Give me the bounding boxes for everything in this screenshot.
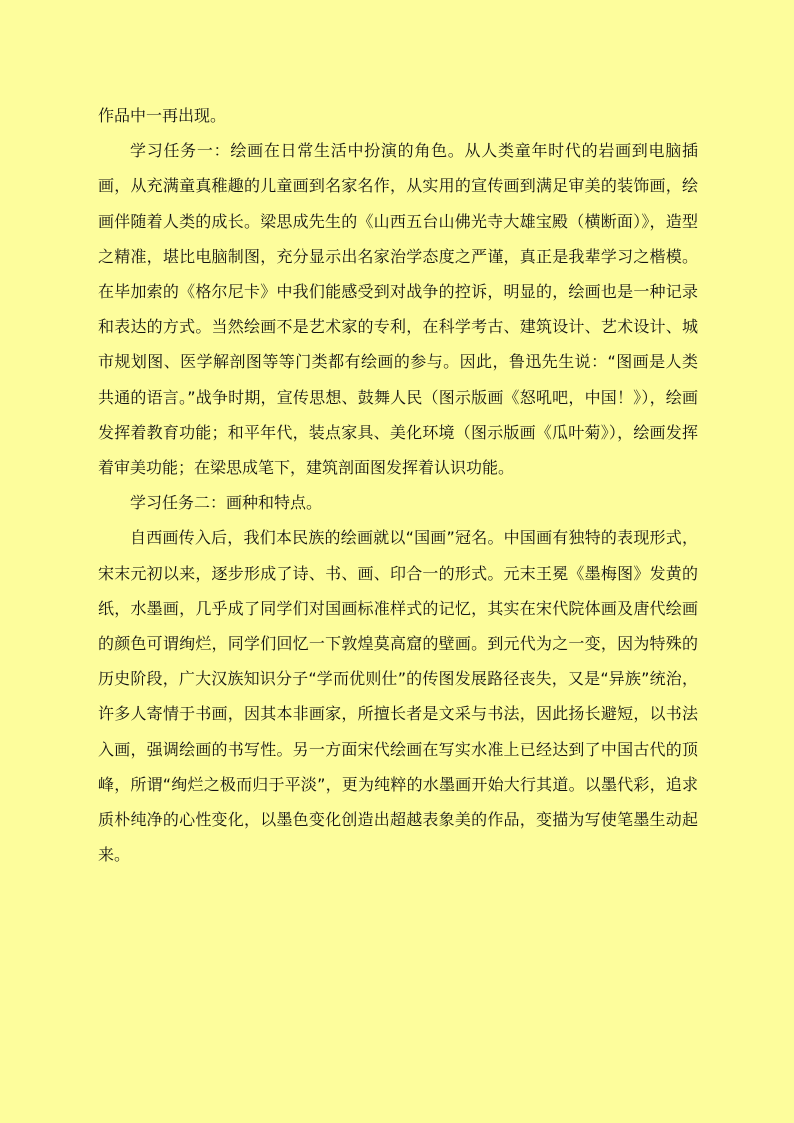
document-page <box>98 98 698 872</box>
paragraph-chinese-painting: 自西画传入后，我们本民族的绘画就以“国画”冠名。中国画有独特的表现形式，宋末元初以来，逐步形成了诗、书、画、印合一的形式。元末王冕《墨梅图》发黄的纸，水墨画，几乎成了同学们对国画标准样式的记忆，其实在宋代院体画及唐代绘画的颜色可谓绚烂，同学们回忆一下敦煌莫高窟的壁画。到元代为之一变，因为特殊的历史阶段，广大汉族知识分子“学而优则仕”的传图发展路径丧失，又是“异族”统治，许多人寄情于书画，因其本非画家，所擅长者是文采与书法，因此扬长避短，以书法入画，强调绘画的书写性。另一方面宋代绘画在写实水准上已经达到了中国古代的顶峰，所谓“绚烂之极而归于平淡”，更为纯粹的水墨画开始大行其道。以墨代彩，追求质朴纯净的心性变化，以墨色变化创造出超越表象美的作品，变描为写使笔墨生动起来。 <box>98 528 698 865</box>
paragraph-continuation: 作品中一再出现。 <box>98 106 227 125</box>
paragraph-task-one: 学习任务一：绘画在日常生活中扮演的角色。从人类童年时代的岩画到电脑插画，从充满童真稚趣的儿童画到名家名作，从实用的宣传画到满足审美的装饰画，绘画伴随着人类的成长。梁思成先生的《山西五台山佛光寺大雄宝殿（横断面）》，造型之精准，堪比电脑制图，充分显示出名家治学态度之严谨，真正是我辈学习之楷模。在毕加索的《格尔尼卡》中我们能感受到对战争的控诉，明显的，绘画也是一种记录和表达的方式。当然绘画不是艺术家的专利，在科学考古、建筑设计、艺术设计、城市规划图、医学解剖图等等门类都有绘画的参与。因此，鲁迅先生说：“图画是人类共通的语言。”战争时期，宣传思想、鼓舞人民（图示版画《怒吼吧，中国！》），绘画发挥着教育功能；和平年代，装点家具、美化环境（图示版画《瓜叶菊》），绘画发挥着审美功能；在梁思成笔下，建筑剖面图发挥着认识功能。 <box>98 141 698 478</box>
paragraph-task-two-heading: 学习任务二：画种和特点。 <box>130 493 323 513</box>
